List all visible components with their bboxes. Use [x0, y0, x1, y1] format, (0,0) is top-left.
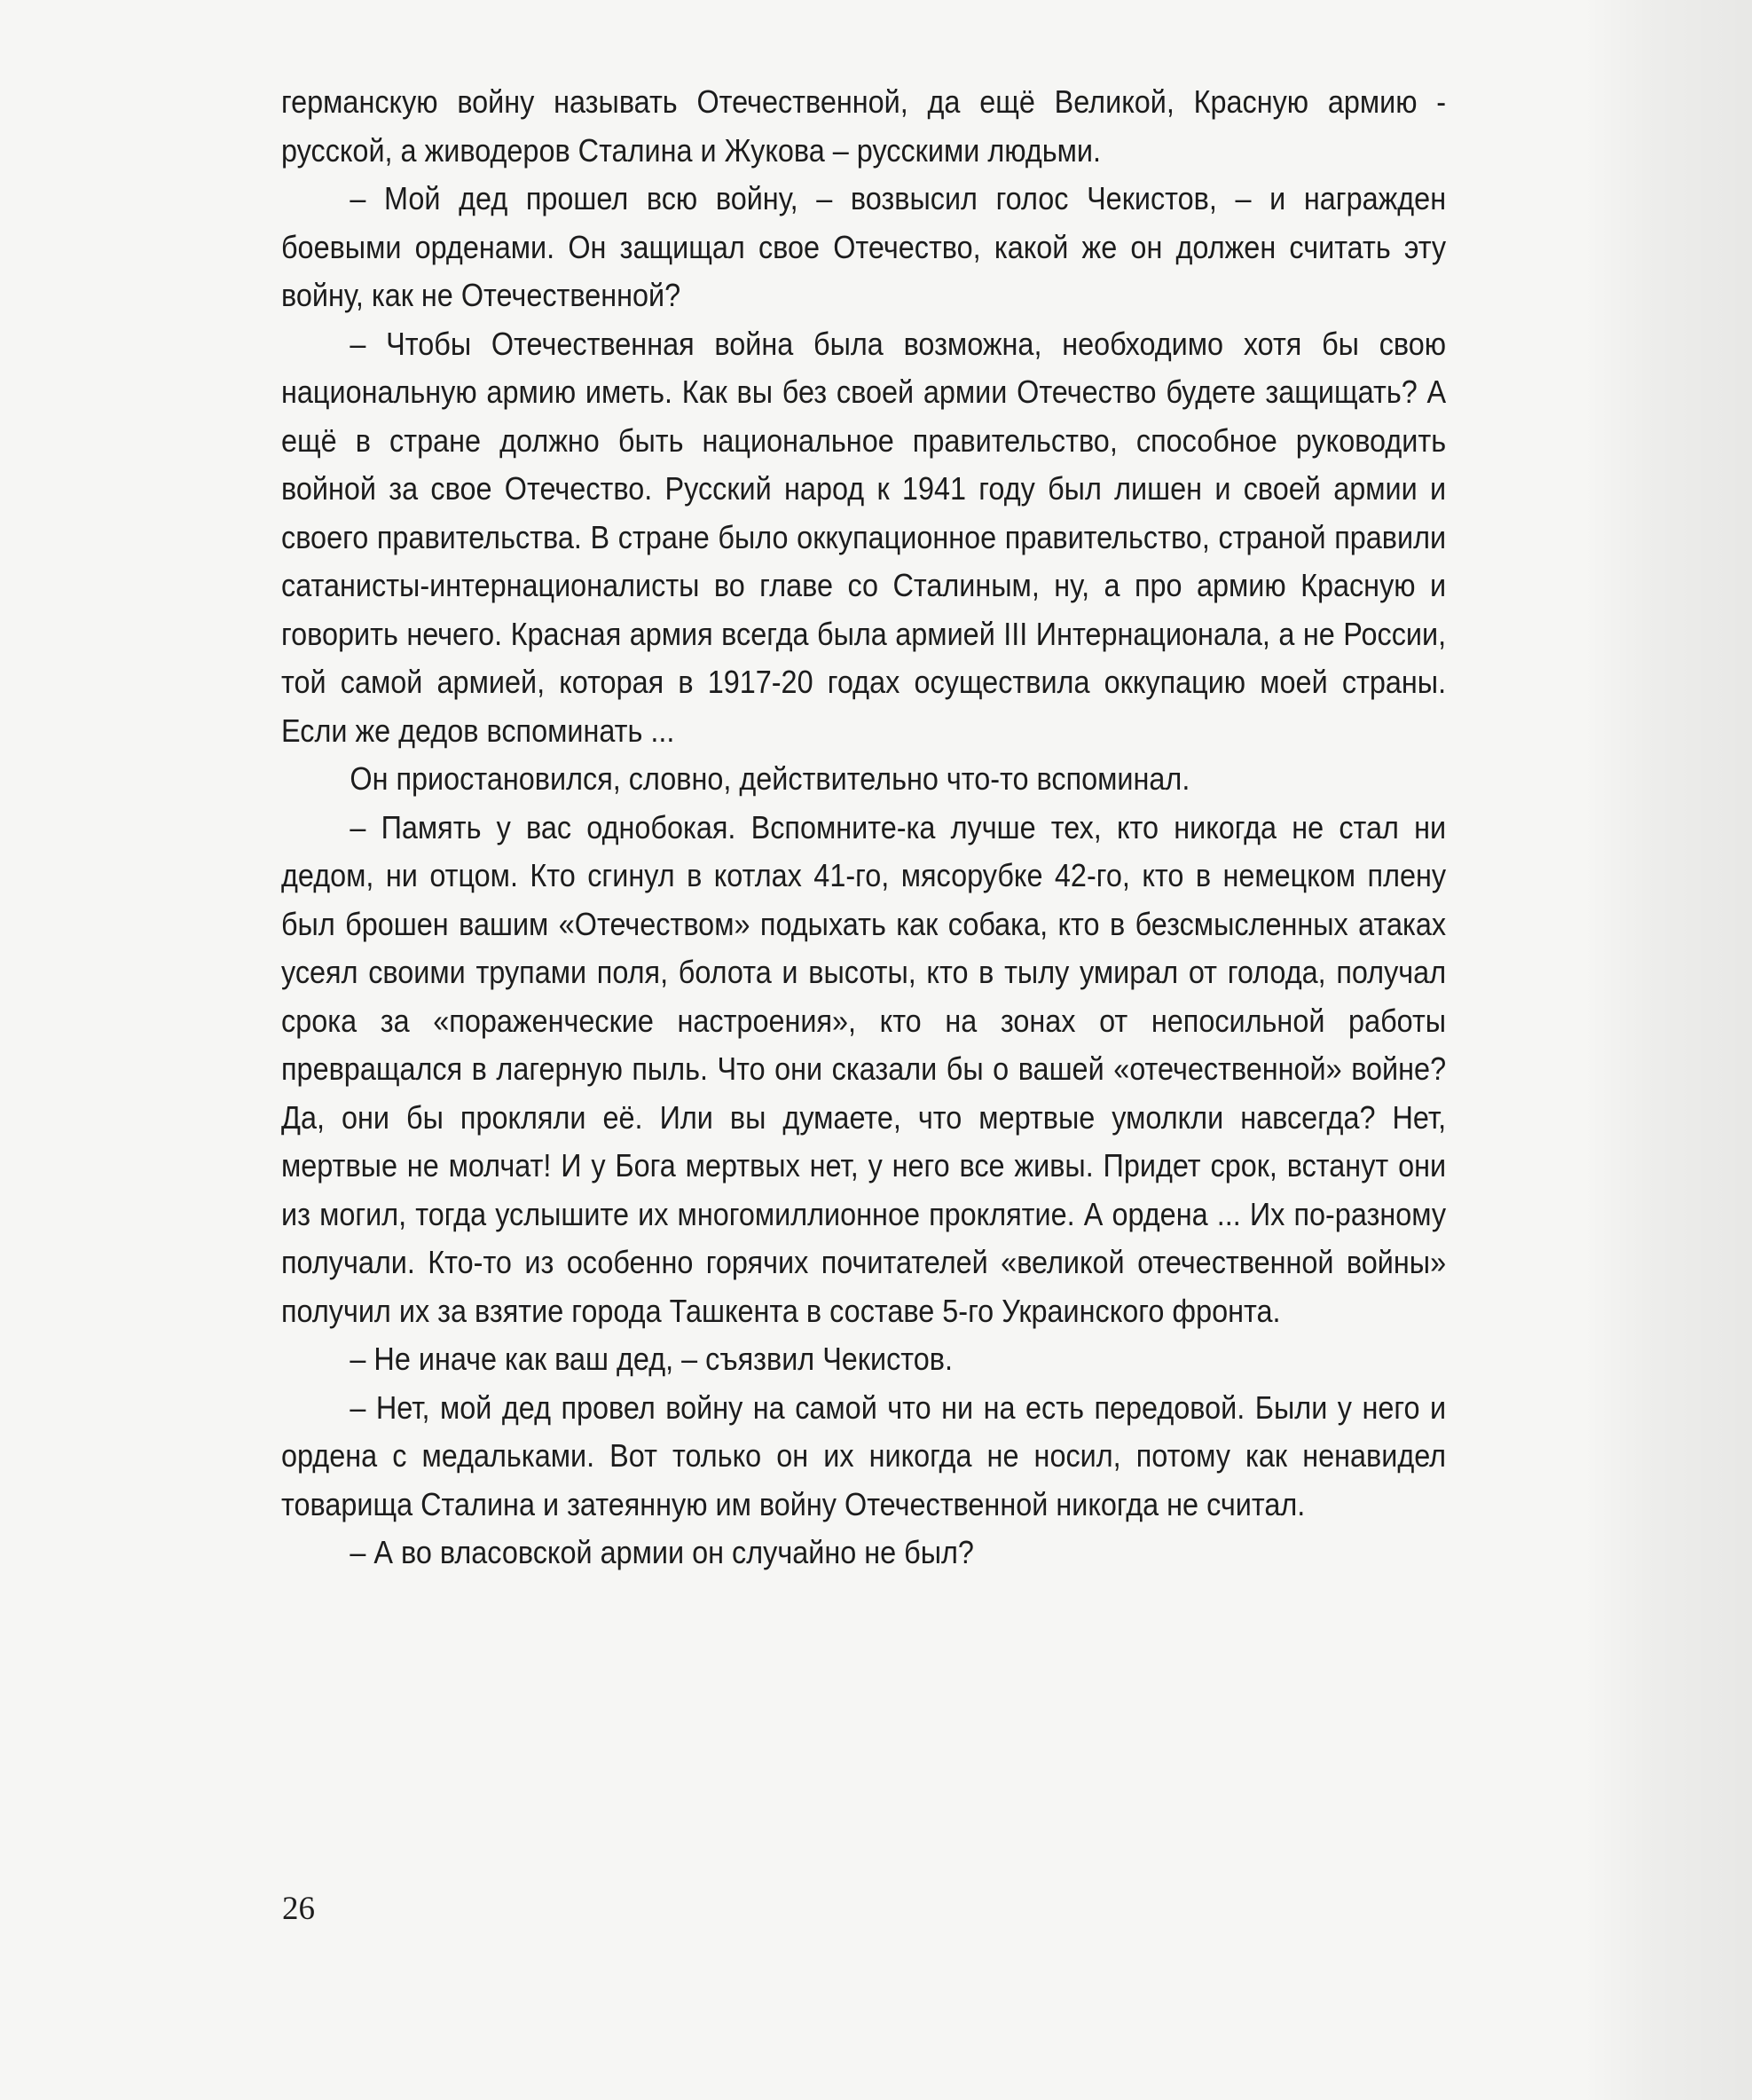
- page-edge-shadow: [1583, 0, 1752, 2100]
- paragraph-8: – А во власовской армии он случайно не был?: [350, 1534, 974, 1570]
- page-number: 26: [282, 1891, 315, 1927]
- paragraph-5: – Память у вас однобокая. Вспомните-ка лучше тех, кто никогда не стал ни дедом, ни отцом. Кто сгинул в котлах 41-го, мясорубке 42-го, кто в немецком плену был брошен вашим «Отечеством» подыхать как собака, кто в безсмысленных атаках усеял своими трупами поля, болота и высоты, кто в тылу умирал от голода, получал срока за «пораженческие настроения», кто на зонах от непосильной работы превращался в лагерную пыль. Что они сказали бы о вашей «отечественной» войне? Да, они бы прокляли её. Или вы думаете, что мертвые умолкли навсегда? Нет, мертвые не молчат! И у Бога мертвых нет, у него все живы. Придет срок, встанут они из могил, тогда услышите их многомиллионное проклятие. А ордена ... Их по-разному получали. Кто-то из особенно горячих почитателей «великой отечественной войны» получил их за взятие города Ташкента в составе 5-го Украинского фронта.: [281, 808, 1447, 1329]
- paragraph-3: – Чтобы Отечественная война была возможна, необходимо хотя бы свою национальную армию иметь. Как вы без своей армии Отечество будете защищать? А ещё в стране должно быть национальное правительство, способное руководить войной за свое Отечество. Русский народ к 1941 году был лишен и своей армии и своего правительства. В стране было оккупационное правительство, страной правили сатанисты-интернационалисты во главе со Сталиным, ну, а про армию Красную и говорить нечего. Красная армия всегда была армией III Интернационала, а не России, той самой армией, которая в 1917-20 годах осуществила оккупацию моей страны. Если же дедов вспоминать ...: [281, 325, 1447, 749]
- paragraph-4: Он приостановился, словно, действительно что-то вспоминал.: [350, 760, 1190, 797]
- page-body: [281, 78, 1446, 1577]
- paragraph-6: – Не иначе как ваш дед, – съязвил Чекистов.: [350, 1341, 953, 1377]
- paragraph-1: германскую войну называть Отечественной, да ещё Великой, Красную армию - русской, а живодеров Сталина и Жукова – русскими людьми.: [281, 83, 1447, 169]
- paragraph-2: – Мой дед прошел всю войну, – возвысил голос Чекистов, – и награжден боевыми орденами. Он защищал свое Отечество, какой же он должен считать эту войну, как не Отечественной?: [281, 180, 1447, 313]
- paragraph-7: – Нет, мой дед провел войну на самой что ни на есть передовой. Были у него и ордена с медальками. Вот только он их никогда не носил, потому как ненавидел товарища Сталина и затеянную им войну Отечественной никогда не считал.: [281, 1388, 1447, 1522]
